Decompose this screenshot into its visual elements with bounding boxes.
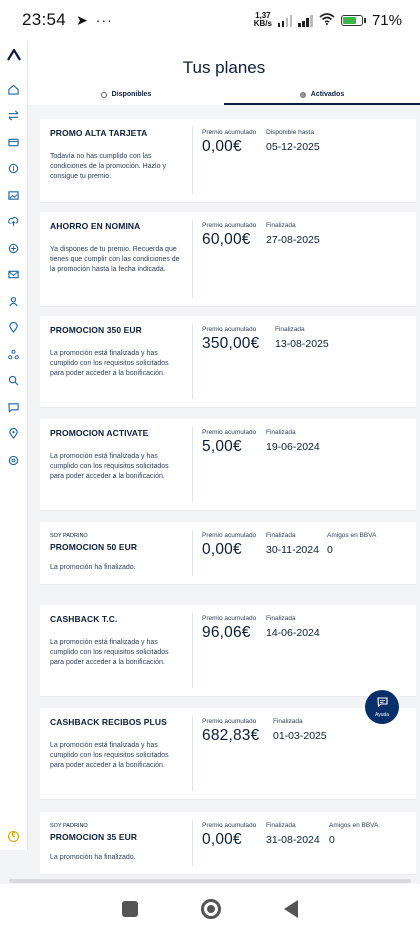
plan-description: Todavía no has cumplido con las condiciones de la promoción. Hazlo y consigue tu premio. <box>50 153 166 180</box>
card-icon[interactable] <box>0 129 28 156</box>
plan-card[interactable] <box>40 119 416 203</box>
premio-acumulado: Premio acumulado 60,00€ <box>202 222 257 248</box>
plan-description: La promoción está finalizada y has cumplido con los requisitos solicitados para poder acceder a la bonificación. <box>50 742 169 769</box>
app-logo-icon[interactable] <box>7 48 21 66</box>
plan-date: Disponible hasta 05-12-2025 <box>266 129 320 153</box>
premio-acumulado: Premio acumulado 0,00€ <box>202 822 257 848</box>
more-notifications-icon: ··· <box>95 12 113 28</box>
plan-description: La promoción está finalizada y has cumplido con los requisitos solicitados para poder acceder a la bonificación. <box>50 350 169 377</box>
plan-card[interactable] <box>40 605 416 697</box>
settings-icon[interactable] <box>0 447 28 474</box>
help-label: Ayuda <box>374 711 390 718</box>
premio-acumulado: Premio acumulado 0,00€ <box>202 129 257 155</box>
tab-radio-icon <box>101 92 107 98</box>
plan-card[interactable] <box>40 419 416 511</box>
plan-kicker: SOY PADRINO <box>50 823 88 829</box>
plan-date: Finalizada 13-08-2025 <box>275 326 329 350</box>
status-bar <box>0 0 420 40</box>
scroll-indicator <box>9 879 411 883</box>
plan-description: Ya dispones de tu premio. Recuerda que tienes que cumplir con las condiciones de la promoción hasta la fecha indicada. <box>50 246 180 273</box>
tab-radio-icon <box>300 92 306 98</box>
map-pin-icon[interactable] <box>0 421 28 448</box>
plan-description: La promoción ha finalizado. <box>50 854 136 861</box>
plan-description: La promoción está finalizada y has cumplido con los requisitos solicitados para poder acceder a la bonificación. <box>50 639 169 666</box>
user-icon[interactable] <box>0 288 28 315</box>
plan-title: AHORRO EN NOMINA <box>50 221 141 231</box>
battery-percent: 71% <box>371 11 402 29</box>
plan-description: La promoción ha finalizado. <box>50 564 136 571</box>
battery-icon <box>341 15 366 26</box>
card-divider <box>192 716 193 791</box>
back-button[interactable] <box>284 900 298 918</box>
amigos-en-bbva: Amigos en BBVA 0 <box>327 532 377 556</box>
search-icon[interactable] <box>0 368 28 395</box>
plan-date: Finalizada 01-03-2025 <box>273 718 327 742</box>
plan-date: Finalizada 27-08-2025 <box>266 222 320 246</box>
home-button[interactable] <box>201 899 221 919</box>
chat-icon[interactable] <box>0 394 28 421</box>
add-icon[interactable] <box>0 235 28 262</box>
mail-icon[interactable] <box>0 262 28 289</box>
plan-date: Finalizada 30-11-2024 <box>266 532 319 556</box>
card-divider <box>192 820 193 866</box>
image-icon[interactable] <box>0 182 28 209</box>
plan-date: Finalizada 14-06-2024 <box>266 615 320 639</box>
signal-2-icon <box>298 14 313 27</box>
help-button[interactable] <box>365 690 399 724</box>
premio-acumulado: Premio acumulado 682,83€ <box>202 718 260 744</box>
plan-card[interactable] <box>40 708 416 800</box>
plan-title: CASHBACK T.C. <box>50 614 118 624</box>
plan-title: PROMOCION 350 EUR <box>50 325 142 335</box>
plan-title: PROMO ALTA TARJETA <box>50 128 148 138</box>
telegram-icon: ➤ <box>76 11 88 28</box>
amigos-en-bbva: Amigos en BBVA 0 <box>329 822 379 846</box>
upload-icon[interactable] <box>0 209 28 236</box>
sidebar <box>0 40 28 850</box>
card-divider <box>192 220 193 298</box>
network-icon[interactable] <box>0 341 28 368</box>
page-title: Tus planes <box>182 58 266 77</box>
premio-acumulado: Premio acumulado 0,00€ <box>202 532 257 558</box>
savings-icon[interactable] <box>0 156 28 183</box>
signal-icon <box>278 14 293 27</box>
plan-title: PROMOCION 35 EUR <box>50 832 138 842</box>
wifi-icon <box>319 12 335 29</box>
chat-bubble-icon <box>377 697 388 710</box>
plan-date: Finalizada 31-08-2024 <box>266 822 320 846</box>
plan-kicker: SOY PADRINO <box>50 533 88 539</box>
plan-card[interactable] <box>40 812 416 875</box>
plan-title: PROMOCION 50 EUR <box>50 542 138 552</box>
network-speed: 1,37 KB/s <box>253 11 272 28</box>
plan-description: La promoción está finalizada y has cumplido con los requisitos solicitados para poder acceder a la bonificación. <box>50 453 169 480</box>
transfer-icon[interactable] <box>0 103 28 130</box>
premio-acumulado: Premio acumulado 350,00€ <box>202 326 260 352</box>
plan-card[interactable] <box>40 212 416 307</box>
tab-label: Disponibles <box>111 91 152 98</box>
clock: 23:54 <box>22 10 67 29</box>
plan-title: PROMOCION ACTIVATE <box>50 428 149 438</box>
system-nav-bar <box>0 884 420 934</box>
card-divider <box>192 127 193 194</box>
plans-list[interactable] <box>28 105 420 881</box>
recents-button[interactable] <box>122 901 138 917</box>
plan-card[interactable] <box>40 316 416 408</box>
premio-acumulado: Premio acumulado 96,06€ <box>202 615 257 641</box>
plan-title: CASHBACK RECIBOS PLUS <box>50 717 167 727</box>
location-pin-icon[interactable] <box>0 315 28 342</box>
card-divider <box>192 324 193 399</box>
premio-acumulado: Premio acumulado 5,00€ <box>202 429 257 455</box>
tab-activados[interactable] <box>224 84 420 105</box>
plan-card[interactable] <box>40 522 416 585</box>
card-divider <box>192 530 193 576</box>
plan-date: Finalizada 19-06-2024 <box>266 429 320 453</box>
tab-label: Activados <box>310 91 345 98</box>
card-divider <box>192 613 193 688</box>
home-icon[interactable] <box>0 76 28 103</box>
tab-disponibles[interactable] <box>28 84 224 105</box>
tab-bar <box>28 84 420 105</box>
card-divider <box>192 427 193 502</box>
coin-icon[interactable]: € <box>8 831 19 842</box>
